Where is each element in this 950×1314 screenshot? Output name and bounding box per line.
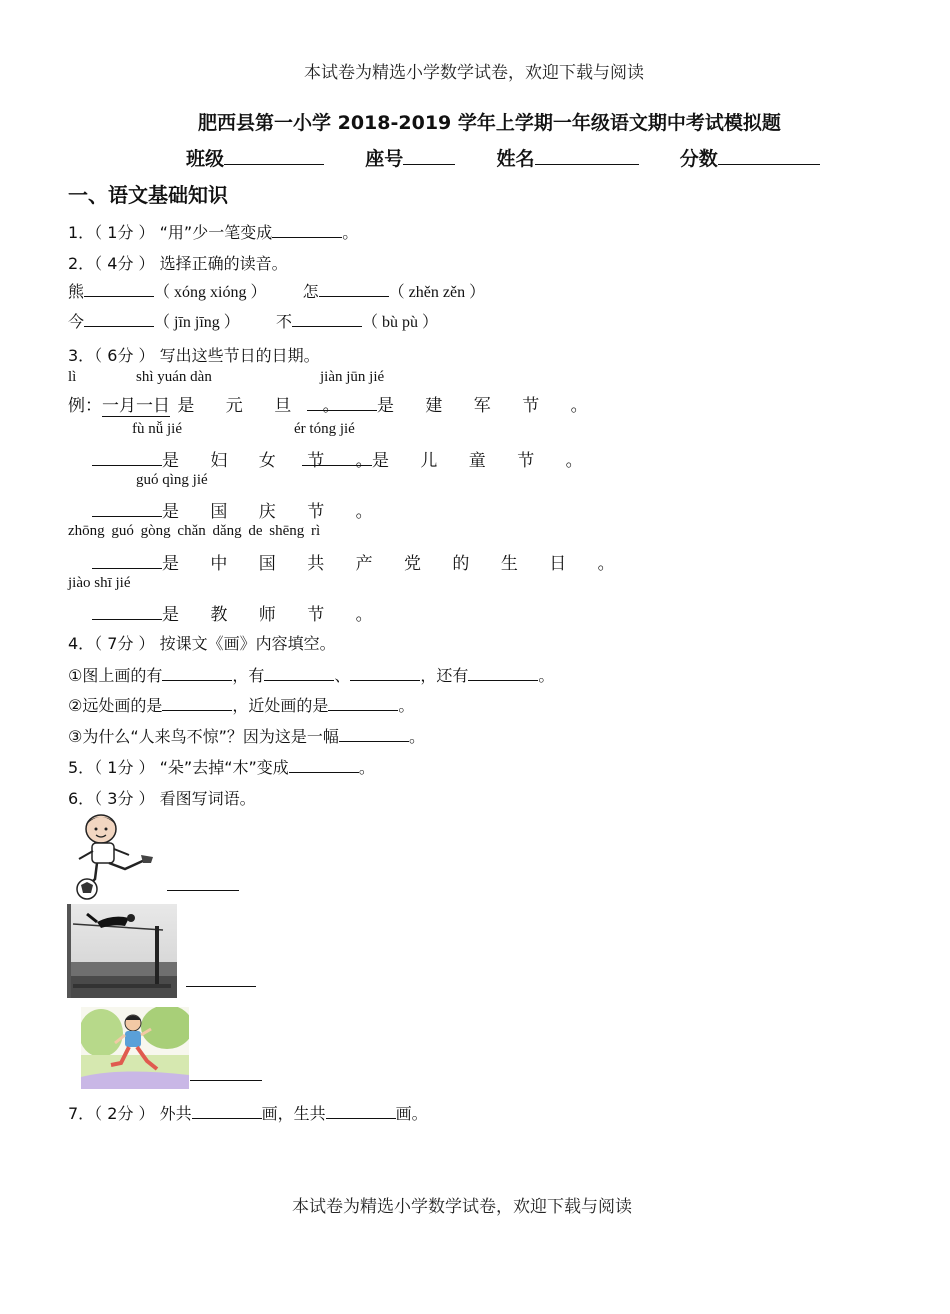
q3-pinyin-yuandan: shì yuán dàn xyxy=(136,369,212,385)
question-1 xyxy=(68,220,358,243)
question-5 xyxy=(68,755,375,778)
q4-l1-you: ，有 xyxy=(232,666,265,685)
q3-women-text: 是 妇 女 节 。 xyxy=(162,451,386,471)
q4-l1-text: ①图上画的有 xyxy=(68,666,163,685)
name-field[interactable] xyxy=(535,146,639,165)
picture-running xyxy=(81,1007,189,1089)
q4-l1-comma: 、 xyxy=(334,666,351,685)
q4-l3-end: 。 xyxy=(408,727,425,746)
page-title: 肥西县第一小学 2018-2019 学年上学期一年级语文期中考试模拟题 xyxy=(198,112,781,134)
q2-text: 选择正确的读音。 xyxy=(159,254,288,273)
q2-blank-3[interactable] xyxy=(84,312,154,327)
q3-text: 写出这些节日的日期。 xyxy=(159,346,320,365)
q4-blank-3[interactable] xyxy=(350,666,420,681)
q4-l2-end: 。 xyxy=(398,696,415,715)
q3-blank-teacher[interactable] xyxy=(92,605,162,620)
q3-pinyin-teacher: jiào shī jié xyxy=(68,575,131,591)
q7-text-a: 外共 xyxy=(159,1104,192,1123)
q1-text: “用”少一笔变成 xyxy=(159,223,273,242)
q4-l1-end: 。 xyxy=(538,666,555,685)
q7-blank-2[interactable] xyxy=(326,1104,396,1119)
student-info-row xyxy=(186,144,820,171)
question-2 xyxy=(68,251,288,274)
seat-field[interactable] xyxy=(403,146,455,165)
q2-opts-4: （ bù pù ） xyxy=(362,314,439,331)
q4-blank-5[interactable] xyxy=(162,696,232,711)
question-6 xyxy=(68,786,256,809)
q3-teacher-row xyxy=(92,600,386,625)
q3-pinyin-jianjun: jiàn jūn jié xyxy=(320,369,385,385)
q3-pinyin-funv: fù nǚ jié xyxy=(132,421,182,437)
q2-char-zen: 怎 xyxy=(302,282,319,301)
q4-l3-text: ③为什么“人来鸟不惊”？因为这是一幅 xyxy=(68,727,339,746)
q2-blank-2[interactable] xyxy=(319,282,389,297)
q2-row-1 xyxy=(68,279,485,302)
q3-prefix: 3．（ 6分 ） xyxy=(68,346,155,365)
q2-blank-1[interactable] xyxy=(84,282,154,297)
q3-example-label: 例： xyxy=(68,396,102,416)
q4-blank-7[interactable] xyxy=(339,727,409,742)
q3-example-text: 是 元 旦 。 xyxy=(177,396,353,416)
q4-text: 按课文《画》内容填空。 xyxy=(159,634,336,653)
q3-blank-women[interactable] xyxy=(92,451,162,466)
q2-prefix: 2．（ 4分 ） xyxy=(68,254,155,273)
seat-label: 座号 xyxy=(365,148,404,170)
q4-l2-near: ，近处画的是 xyxy=(232,696,329,715)
score-field[interactable] xyxy=(718,146,820,165)
q5-blank[interactable] xyxy=(289,758,359,773)
q4-l2-text: ②远处画的是 xyxy=(68,696,163,715)
q3-blank-army[interactable] xyxy=(307,396,377,411)
q3-army-row xyxy=(307,391,601,416)
q2-opts-1: （ xóng xióng ） xyxy=(154,284,267,301)
q7-text-c: 画。 xyxy=(395,1104,428,1123)
q4-blank-2[interactable] xyxy=(264,666,334,681)
q3-teacher-text: 是 教 师 节 。 xyxy=(162,605,386,625)
class-label: 班级 xyxy=(186,148,225,170)
q4-blank-6[interactable] xyxy=(328,696,398,711)
q4-prefix: 4．（ 7分 ） xyxy=(68,634,155,653)
q1-end: 。 xyxy=(342,223,359,242)
section-heading: 一、语文基础知识 xyxy=(68,183,228,207)
q3-national-row xyxy=(92,497,386,522)
q2-opts-3: （ jīn jīng ） xyxy=(154,314,240,331)
q3-party-row xyxy=(92,549,628,574)
q5-prefix: 5．（ 1分 ） xyxy=(68,758,155,777)
q2-blank-4[interactable] xyxy=(292,312,362,327)
q7-prefix: 7．（ 2分 ） xyxy=(68,1104,155,1123)
q3-example-date: 一月一日 xyxy=(102,396,170,416)
q6-blank-3[interactable] xyxy=(190,1080,262,1081)
question-7 xyxy=(68,1101,428,1124)
picture-high-jump xyxy=(67,904,177,998)
q3-army-text: 是 建 军 节 。 xyxy=(377,396,601,416)
question-3 xyxy=(68,343,320,366)
q3-party-text: 是 中 国 共 产 党 的 生 日 。 xyxy=(162,554,628,574)
q4-line-1 xyxy=(68,663,554,686)
q3-pinyin-ertong: ér tóng jié xyxy=(294,421,355,437)
q5-text: “朵”去掉“木”变成 xyxy=(159,758,289,777)
q4-line-3 xyxy=(68,724,425,747)
q3-pinyin-guoqing: guó qìng jié xyxy=(136,472,208,488)
class-field[interactable] xyxy=(224,146,324,165)
q4-line-2 xyxy=(68,693,414,716)
score-label: 分数 xyxy=(679,148,718,170)
header-note: 本试卷为精选小学数学试卷，欢迎下载与阅读 xyxy=(304,63,644,83)
q3-national-text: 是 国 庆 节 。 xyxy=(162,502,386,522)
q6-blank-1[interactable] xyxy=(167,890,239,891)
q1-prefix: 1．（ 1分 ） xyxy=(68,223,155,242)
footer-note: 本试卷为精选小学数学试卷，欢迎下载与阅读 xyxy=(292,1197,632,1217)
q3-pinyin-li: lì xyxy=(68,369,77,385)
q4-l1-haiyou: ，还有 xyxy=(420,666,469,685)
q1-blank[interactable] xyxy=(272,223,342,238)
q6-blank-2[interactable] xyxy=(186,986,256,987)
q2-opts-2: （ zhěn zěn ） xyxy=(388,284,486,301)
q3-pinyin-party: zhōng guó gòng chǎn dǎng de shēng rì xyxy=(68,523,321,539)
q3-blank-national[interactable] xyxy=(92,502,162,517)
q4-blank-4[interactable] xyxy=(468,666,538,681)
q2-char-xiong: 熊 xyxy=(68,282,85,301)
name-label: 姓名 xyxy=(496,148,535,170)
q4-blank-1[interactable] xyxy=(162,666,232,681)
q2-row-2 xyxy=(68,309,438,332)
q3-children-text: 是 儿 童 节 。 xyxy=(372,451,596,471)
q6-text: 看图写词语。 xyxy=(159,789,256,808)
q3-blank-children[interactable] xyxy=(302,451,372,466)
q7-blank-1[interactable] xyxy=(192,1104,262,1119)
q3-blank-party[interactable] xyxy=(92,554,162,569)
question-4 xyxy=(68,631,336,654)
q2-char-jin: 今 xyxy=(68,312,85,331)
picture-kick-ball xyxy=(67,811,155,901)
q2-char-bu: 不 xyxy=(276,312,293,331)
q7-text-b: 画，生共 xyxy=(261,1104,326,1123)
q3-children-row xyxy=(302,446,596,471)
q6-prefix: 6．（ 3分 ） xyxy=(68,789,155,808)
q5-end: 。 xyxy=(358,758,375,777)
